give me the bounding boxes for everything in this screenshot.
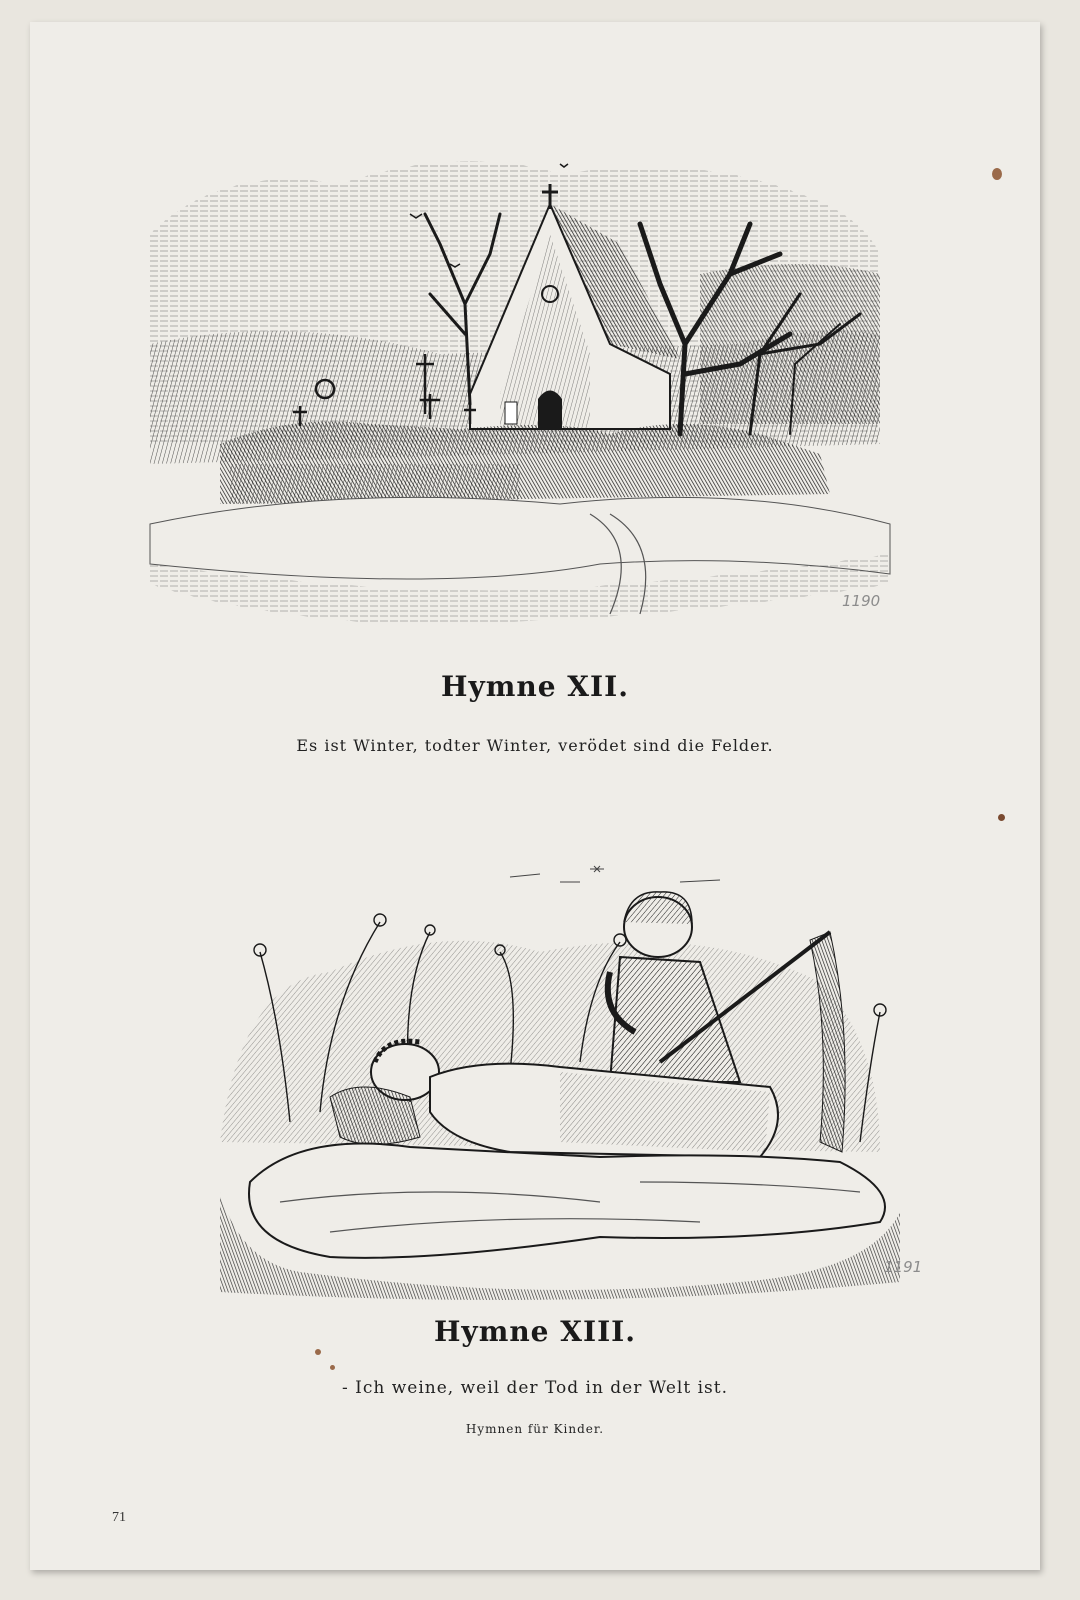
print-sheet	[30, 22, 1040, 1570]
hymn-verse: - Ich weine, weil der Tod in der Welt ist.	[342, 1378, 728, 1398]
winter-churchyard-engraving	[140, 144, 900, 624]
foxing-spot	[330, 1365, 335, 1370]
foxing-spot	[315, 1349, 321, 1355]
foxing-spot	[992, 168, 1002, 180]
pencil-inventory-number: 1190	[842, 592, 881, 610]
hymn-title: Hymne XIII.	[433, 1315, 637, 1348]
book-source: Hymnen für Kinder.	[465, 1422, 605, 1436]
foxing-spot	[998, 814, 1005, 821]
page-number: 71	[112, 1510, 126, 1525]
hymn-verse: Es ist Winter, todter Winter, verödet sind die Felder.	[296, 736, 774, 755]
mourning-children-engraving	[180, 862, 910, 1302]
hymn-title: Hymne XII.	[441, 670, 629, 703]
pencil-inventory-number: 1191	[884, 1258, 923, 1276]
